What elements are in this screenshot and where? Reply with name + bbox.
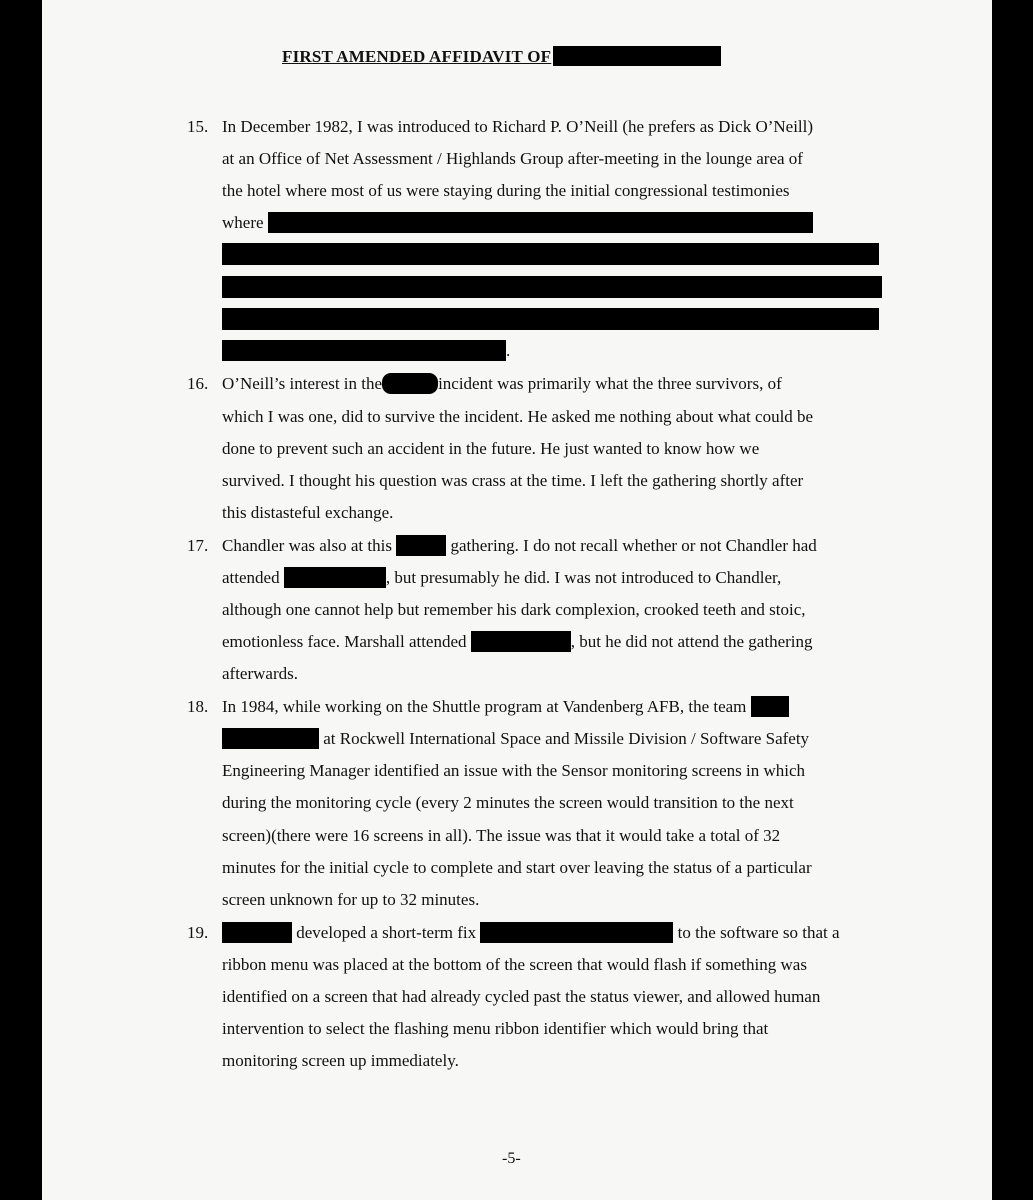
text-line: which I was one, did to survive the incident. He asked me nothing about what could be <box>222 407 814 426</box>
text-line <box>222 728 809 750</box>
redaction-bar <box>284 567 386 588</box>
text-line <box>222 922 840 944</box>
text-fragment: at Rockwell International Space and Missile Division / Software Safety <box>323 729 810 748</box>
redaction-bar <box>480 922 673 943</box>
redaction-bar <box>268 212 813 233</box>
page-number: -5- <box>502 1150 521 1167</box>
title-text: FIRST AMENDED AFFIDAVIT OF <box>282 47 552 66</box>
text-fragment: gathering. I do not recall whether or not Chandler had <box>450 536 817 555</box>
redaction-bar <box>222 922 292 943</box>
redaction-bar <box>553 46 721 66</box>
text-line: afterwards. <box>222 664 298 683</box>
text-fragment: to the software so that a <box>677 923 840 942</box>
paragraph-number: 17. <box>187 536 209 555</box>
paragraph-number: 18. <box>187 697 209 716</box>
text-fragment: , but presumably he did. I was not introduced to Chandler, <box>385 568 782 587</box>
text-line: at an Office of Net Assessment / Highlands Group after-meeting in the lounge area of <box>222 149 803 168</box>
text-fragment: In 1984, while working on the Shuttle program at Vandenberg AFB, the team <box>222 697 747 716</box>
text-line: this distasteful exchange. <box>222 503 394 522</box>
redaction-bar <box>222 340 506 361</box>
text-fragment: Chandler was also at this <box>222 536 392 555</box>
redaction-bar <box>222 308 879 330</box>
text-line: although one cannot help but remember his dark complexion, crooked teeth and stoic, <box>222 600 806 619</box>
paragraph-number: 16. <box>187 374 209 393</box>
redaction-bar <box>382 373 438 394</box>
text-fragment: where <box>222 213 264 232</box>
text-fragment: attended <box>222 568 280 587</box>
text-line: screen)(there were 16 screens in all). The issue was that it would take a total of 32 <box>222 826 781 845</box>
paragraph-number: 15. <box>187 117 209 136</box>
text-line <box>222 567 781 589</box>
text-line <box>222 535 817 557</box>
redaction-bar <box>471 631 571 652</box>
redaction-bar <box>396 535 446 556</box>
text-fragment: . <box>506 341 511 360</box>
text-line <box>222 631 813 653</box>
text-line: identified on a screen that had already cycled past the status viewer, and allowed human <box>222 987 821 1006</box>
text-line: intervention to select the flashing menu ribbon identifier which would bring that <box>222 1019 769 1038</box>
text-line: monitoring screen up immediately. <box>222 1051 459 1070</box>
text-line <box>222 373 782 395</box>
document-page <box>42 0 992 1200</box>
paragraph-number: 19. <box>187 923 209 942</box>
text-line: the hotel where most of us were staying during the initial congressional testimonies <box>222 181 790 200</box>
text-fragment: incident was primarily what the three survivors, of <box>438 374 782 393</box>
redaction-bar <box>751 696 789 717</box>
text-line: Engineering Manager identified an issue with the Sensor monitoring screens in which <box>222 761 806 780</box>
text-fragment: emotionless face. Marshall attended <box>222 632 467 651</box>
text-line <box>222 696 789 718</box>
text-line <box>222 212 813 234</box>
text-line: screen unknown for up to 32 minutes. <box>222 890 480 909</box>
text-line: survived. I thought his question was crass at the time. I left the gathering shortly after <box>222 471 804 490</box>
text-line: minutes for the initial cycle to complete and start over leaving the status of a particular <box>222 858 812 877</box>
text-fragment: O’Neill’s interest in the <box>222 374 383 393</box>
document-title <box>282 46 721 67</box>
text-line: done to prevent such an accident in the future. He just wanted to know how we <box>222 439 760 458</box>
text-fragment: , but he did not attend the gathering <box>570 632 813 651</box>
text-line: ribbon menu was placed at the bottom of the screen that would flash if something was <box>222 955 807 974</box>
text-line: In December 1982, I was introduced to Richard P. O’Neill (he prefers as Dick O’Neill) <box>222 117 814 136</box>
text-fragment: developed a short-term fix <box>296 923 477 942</box>
text-line: during the monitoring cycle (every 2 minutes the screen would transition to the next <box>222 793 794 812</box>
redaction-bar <box>222 243 879 265</box>
text-line <box>222 340 510 362</box>
redaction-bar <box>222 276 882 298</box>
redaction-bar <box>222 728 319 749</box>
